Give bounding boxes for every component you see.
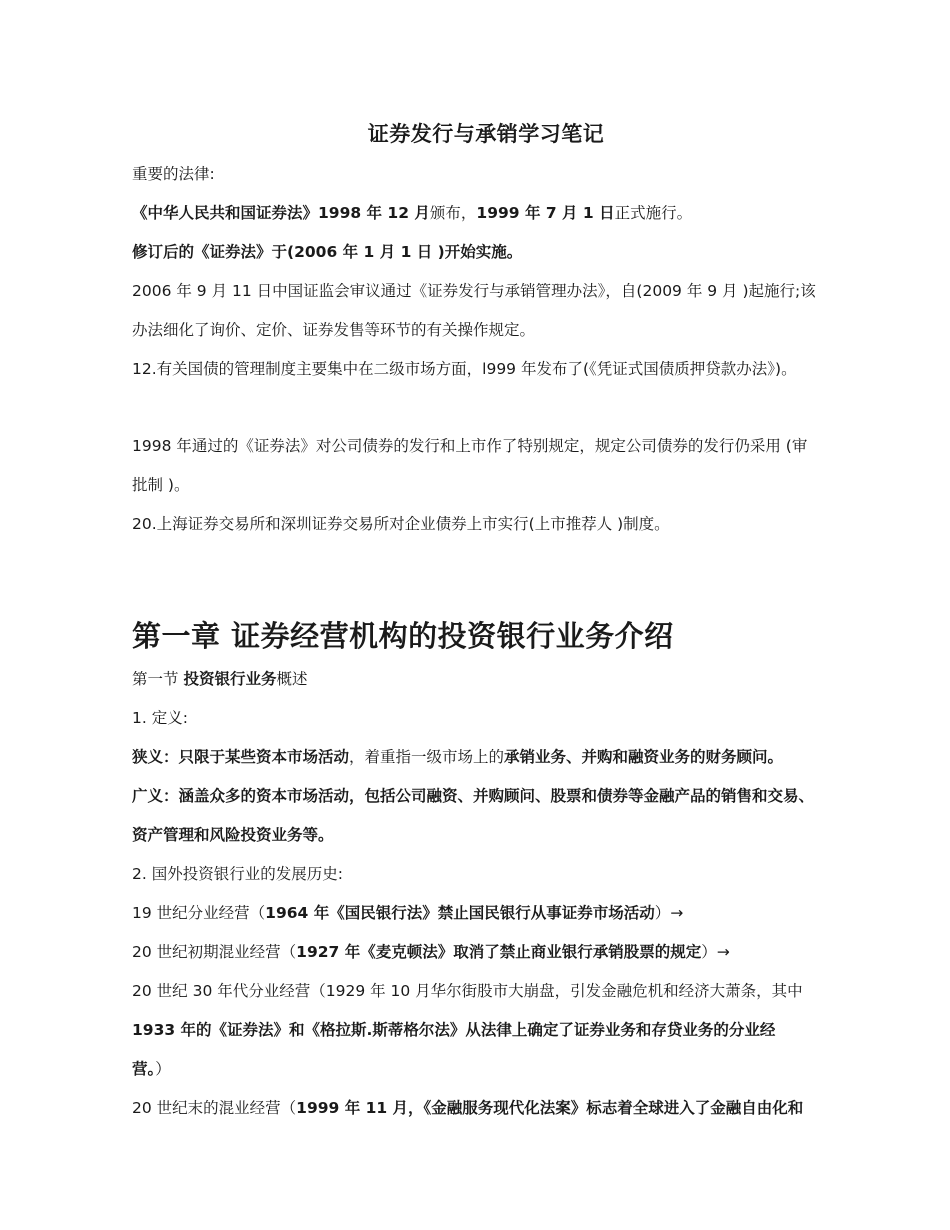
chapter-title: 第一章 证券经营机构的投资银行业务介绍 [132,619,674,653]
definition-heading: 1. 定义: [132,709,188,727]
laws-heading: 重要的法律: [132,165,215,183]
document-title: 证券发行与承销学习笔记 [367,122,605,146]
broad-definition-a: 广义：涵盖众多的资本市场活动，包括公司融资、并购顾问、股票和债券等金融产品的销售和交易、 [132,787,815,805]
section-heading [132,668,307,690]
section-heading-part-b: 投资银行业务 [183,670,277,688]
narrow-definition [132,746,783,768]
law-line-2: 修订后的《证券法》于(2006 年 1 月 1 日 )开始实施。 [132,243,523,261]
history-line-2-part-b: 1927 年《麦克顿法》取消了禁止商业银行承销股票的规定 [296,943,702,961]
law-line-5a: 1998 年通过的《证券法》对公司债券的发行和上市作了特别规定，规定公司债券的发行仍采用 (审 [132,437,808,455]
history-line-2 [132,941,730,963]
law-line-3a: 2006 年 9 月 11 日中国证监会审议通过《证券发行与承销管理办法》，自(2009 年 9 月 )起施行;该 [132,282,816,300]
history-line-3a: 20 世纪 30 年代分业经营（1929 年 10 月华尔街股市大崩盘，引发金融危机和经济大萧条，其中 [132,982,803,1000]
history-line-1 [132,902,683,924]
history-line-1-part-c: ）→ [654,904,684,922]
law-line-1 [132,202,692,224]
history-line-1-part-a: 19 世纪分业经营（ [132,904,266,922]
law-line-1-part-b: 颁布， [429,204,477,222]
history-line-3c-part-a: 营。 [132,1060,156,1078]
history-heading: 2. 国外投资银行业的发展历史: [132,865,343,883]
history-line-4 [132,1097,803,1119]
law-line-3b: 办法细化了询价、定价、证券发售等环节的有关操作规定。 [132,321,536,339]
history-line-3c-part-b: ） [155,1060,171,1078]
law-line-1-part-c: 1999 年 7 月 1 日 [476,204,615,222]
history-line-3c [132,1058,171,1080]
section-heading-part-a: 第一节 [132,670,184,688]
narrow-definition-part-c: 承销业务、并购和融资业务的财务顾问。 [504,748,784,766]
law-line-5b: 批制 )。 [132,476,190,494]
narrow-definition-part-b: ，着重指一级市场上的 [349,748,505,766]
law-line-1-part-a: 《中华人民共和国证券法》1998 年 12 月 [132,204,430,222]
history-line-1-part-b: 1964 年《国民银行法》禁止国民银行从事证券市场活动 [265,904,655,922]
law-line-4: 12.有关国债的管理制度主要集中在二级市场方面，l999 年发布了(《凭证式国债质押贷款办法》)。 [132,360,797,378]
section-heading-part-c: 概述 [276,670,308,688]
history-line-4-part-b: 1999 年 11 月，《金融服务现代化法案》标志着全球进入了金融自由化和 [296,1099,804,1117]
history-line-2-part-c: ）→ [701,943,730,961]
history-line-2-part-a: 20 世纪初期混业经营（ [132,943,297,961]
history-line-4-part-a: 20 世纪末的混业经营（ [132,1099,297,1117]
law-line-1-part-d: 正式施行。 [614,204,693,222]
broad-definition-b: 资产管理和风险投资业务等。 [132,826,334,844]
history-line-3b: 1933 年的《证券法》和《格拉斯.斯蒂格尔法》从法律上确定了证券业务和存贷业务的分业经 [132,1021,776,1039]
law-line-6: 20.上海证券交易所和深圳证券交易所对企业债券上市实行(上市推荐人 )制度。 [132,515,670,533]
narrow-definition-part-a: 狭义：只限于某些资本市场活动 [132,748,350,766]
